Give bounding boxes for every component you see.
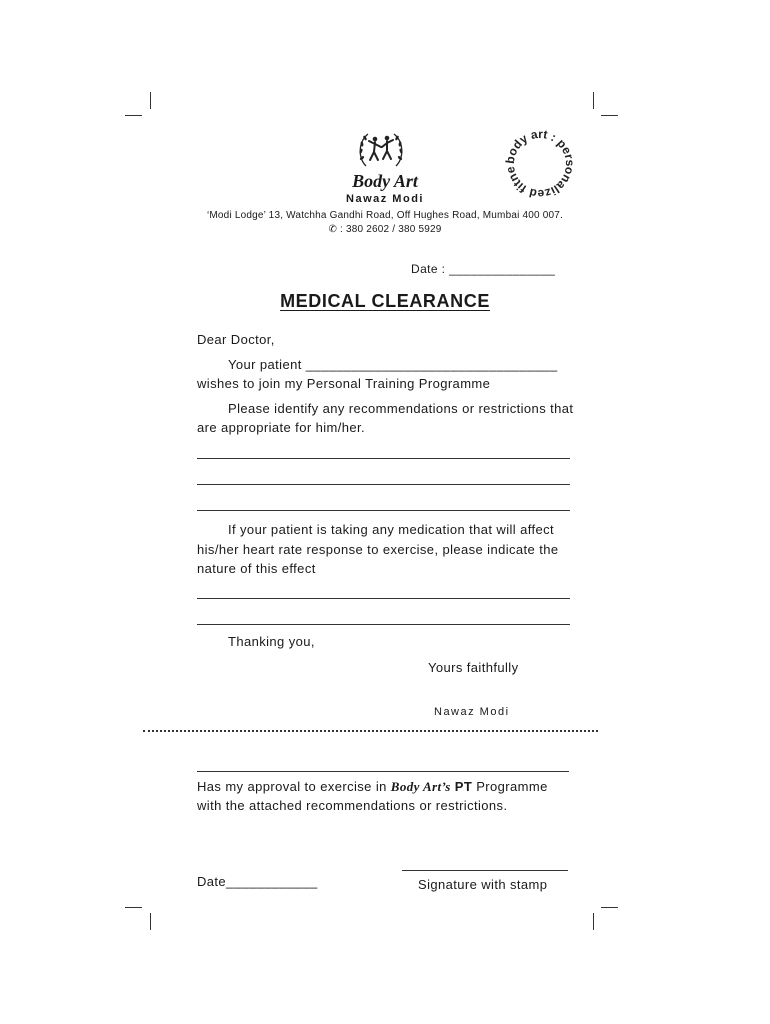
- crop-mark-top-left-vertical: [150, 92, 151, 109]
- approval-line-1: Has my approval to exercise in Body Art’s PT Programme: [197, 779, 548, 794]
- recommend-line-2: are appropriate for him/her.: [197, 420, 366, 435]
- join-line: wishes to join my Personal Training Programme: [197, 376, 491, 391]
- approval-line-2: with the attached recommendations or restrictions.: [197, 798, 508, 813]
- footer-date-field[interactable]: Date____________: [197, 874, 318, 889]
- crop-mark-bottom-left-horizontal: [125, 907, 142, 908]
- brand-name: Body Art: [352, 171, 418, 191]
- answer-line-3[interactable]: [197, 510, 570, 511]
- crop-mark-bottom-right-horizontal: [601, 907, 618, 908]
- thanks: Thanking you,: [228, 634, 315, 649]
- phone: ✆ : 380 2602 / 380 5929: [328, 224, 442, 235]
- stamp-text: body art : personalized fitne: [502, 126, 578, 202]
- address: ‘Modi Lodge’ 13, Watchha Gandhi Road, Off Hughes Road, Mumbai 400 007.: [206, 210, 564, 221]
- greeting: Dear Doctor,: [197, 332, 275, 347]
- owner-name: Nawaz Modi: [346, 193, 424, 205]
- crop-mark-bottom-right-vertical: [593, 913, 594, 930]
- recommend-line-1: Please identify any recommendations or restrictions that: [228, 401, 574, 416]
- medication-line-2: his/her heart rate response to exercise, please indicate the: [197, 542, 559, 557]
- date-field[interactable]: Date : _______________: [411, 262, 556, 276]
- crop-mark-top-right-horizontal: [601, 115, 618, 116]
- signature-label: Signature with stamp: [418, 877, 548, 892]
- wreath-figures-icon: [356, 128, 406, 172]
- medication-line-1: If your patient is taking any medication that will affect: [228, 522, 555, 537]
- crop-mark-bottom-left-vertical: [150, 913, 151, 930]
- closing: Yours faithfully: [428, 660, 519, 675]
- answer-line-1[interactable]: [197, 458, 570, 459]
- medication-answer-line-1[interactable]: [197, 598, 570, 599]
- crop-mark-top-right-vertical: [593, 92, 594, 109]
- answer-line-2[interactable]: [197, 484, 570, 485]
- medication-answer-line-2[interactable]: [197, 624, 570, 625]
- signature-name: Nawaz Modi: [434, 706, 510, 718]
- doctor-name-line[interactable]: [197, 771, 569, 772]
- patient-field[interactable]: Your patient _________________________________: [228, 357, 558, 372]
- approval-brand: Body Art’s: [390, 779, 451, 794]
- tear-line: [143, 730, 598, 732]
- signature-line[interactable]: [402, 870, 568, 871]
- page-title: MEDICAL CLEARANCE: [280, 291, 490, 311]
- medication-line-3: nature of this effect: [197, 561, 316, 576]
- approval-pt: PT: [454, 779, 473, 794]
- crop-mark-top-left-horizontal: [125, 115, 142, 116]
